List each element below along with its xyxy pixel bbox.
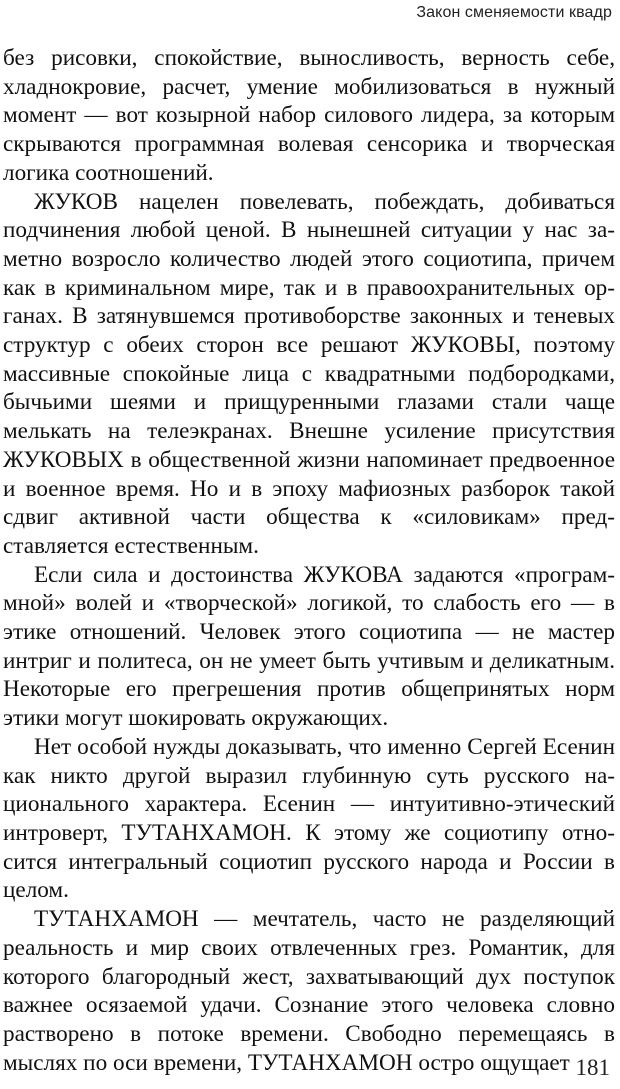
paragraph-zhukov-intro: ЖУКОВ нацелен повелевать, побеждать, добиваться подчинения любой ценой. В нынешней ситуации у нас заметно возросло количество людей этого социотипа, причем как в криминальном мире, так и в правоохранительных органах. В затянувшемся противоборстве законных и теневых структур с обеих сторон все решают ЖУКОВЫ, поэтому массивные спокойные лица с квадратными подбородками, бычьими шеями и прищуренными глазами стали чаще мелькать на телеэкранах. Внешне усиление присутствия ЖУКОВЫХ в общественной жизни напоминает предвоенное и военное время. Но и в эпоху мафиозных разборок такой сдвиг активной части общества к «силовикам» представляется естественным. [3,188,615,559]
paragraph-esenin: Нет особой нужды доказывать, что именно Сергей Есенин как никто другой выразил глубинную суть русского национального характера. Есенин — интуитивно-этический интроверт, ТУТАНХАМОН. К этому же социотипу относится интегральный социотип русского народа и России в целом. [3,733,615,904]
paragraph-zhukov-weakness: Если сила и достоинства ЖУКОВА задаются «программной» волей и «творческой» логикой, то слабость его — в этике отношений. Человек этого социотипа — не мастер интриг и политеса, он не умеет быть учтивым и деликатным. Некоторые его прегрешения против общепринятых норм этики могут шокировать окружающих. [3,561,615,732]
running-header: Закон сменяемости квадр [416,4,612,21]
page-number: 181 [575,1055,610,1080]
paragraph-continuation: без рисовки, спокойствие, выносливость, верность себе, хладнокровие, расчет, умение мобилизоваться в нужный момент — вот козырной набор силового лидера, за которым скрываются программная волевая сенсорика и творческая логика соотношений. [3,45,615,186]
paragraph-tutankhamon: ТУТАНХАМОН — мечтатель, часто не разделяющий реальность и мир своих отвлеченных грез. Романтик, для которого благородный жест, захватывающий дух поступок важнее осязаемой удачи. Сознание этого человека словно растворено в потоке времени. Свободно перемещаясь в мыслях по оси времени, ТУТАНХАМОН остро ощущает [3,906,615,1076]
page-body [3,44,615,1077]
